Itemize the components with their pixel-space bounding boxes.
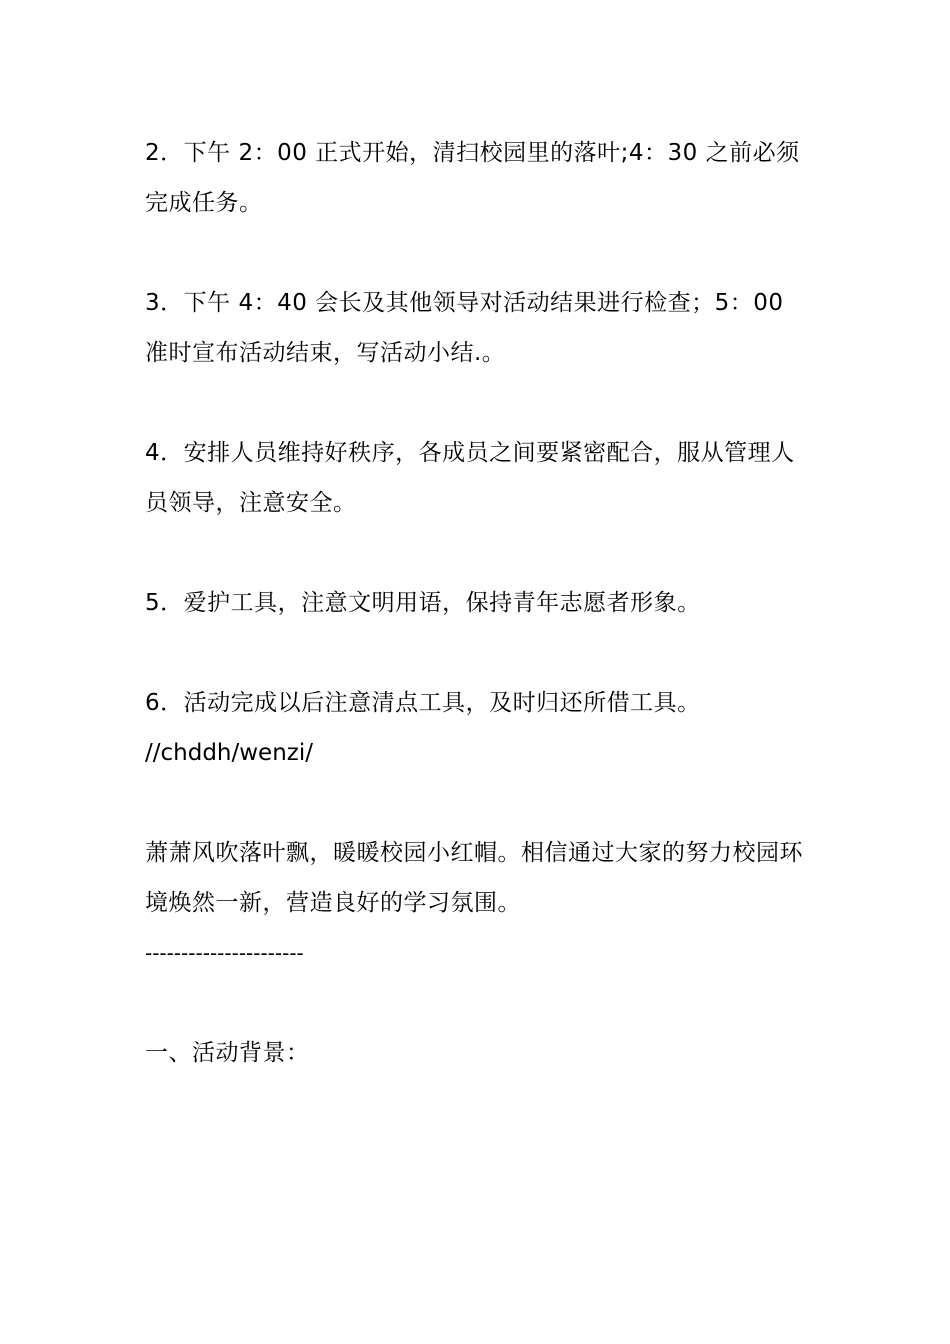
url-text: //chddh/wenzi/ [145,740,313,766]
paragraph-step-2: 2．下午 2：00 正式开始，清扫校园里的落叶;4：30 之前必须完成任务。 [145,140,800,216]
paragraph-step-6: 6．活动完成以后注意清点工具，及时归还所借工具。 [145,690,701,716]
paragraph-step-3: 3．下午 4：40 会长及其他领导对活动结果进行检查；5：00 准时宣布活动结束，写活动小结.。 [145,290,784,366]
paragraph-step-4: 4．安排人员维持好秩序，各成员之间要紧密配合，服从管理人员领导，注意安全。 [145,440,795,516]
closing-paragraph: 萧萧风吹落叶飘，暖暖校园小红帽。相信通过大家的努力校园环境焕然一新，营造良好的学习氛围。 [145,840,803,916]
document-body [145,128,810,1078]
paragraph-step-5: 5．爱护工具，注意文明用语，保持青年志愿者形象。 [145,590,701,616]
section-heading: 一、活动背景： [145,1040,310,1066]
section-divider: ---------------------- [145,941,304,965]
